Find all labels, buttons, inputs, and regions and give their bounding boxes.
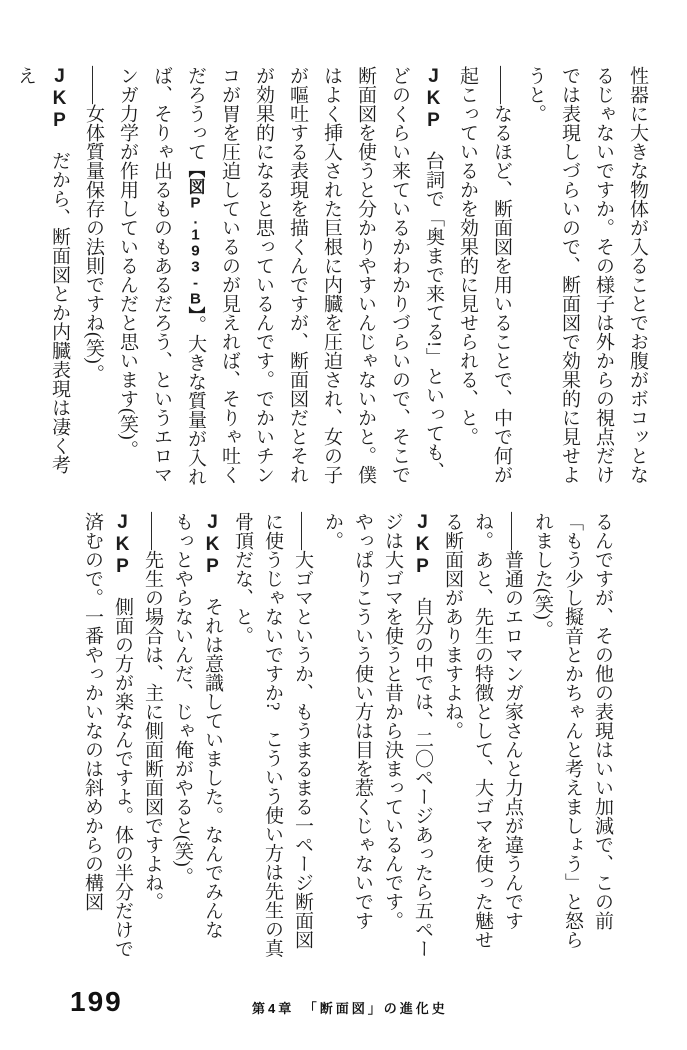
text-block-bottom [77,512,617,960]
text-segment: 。大きな質量が入れば、そりゃ出るものもあるだろう、というエロマンガ力学が作用しているんだと思います(笑)。 [117,66,206,486]
speaker-label: JKP [49,66,70,132]
paragraph [227,512,317,960]
text-segment: 自分の中では、二〇ページあったら五ページは大ゴマを使うと昔から決まっているんです。やっぱりこういう使い方は目を惹くじゃないですか。 [322,512,433,958]
text-segment: 側面の方が楽なんですよ。体の半分だけで済むので。一番やっかいなのは斜めからの構図 [82,512,133,958]
paragraph [518,66,654,488]
paragraph [137,512,167,960]
paragraph [527,512,617,960]
paragraph [317,512,437,960]
paragraph [450,66,518,488]
paragraph [110,66,450,488]
figure-reference: 【図 [186,161,205,195]
paragraph [8,66,76,488]
text-segment: るんですが、その他の表現はいい加減で、この前「もう少し擬音とかちゃんと考えましょう」と怒られました(笑)。 [532,512,613,949]
text-segment: それは意識していました。なんでみんなもっとやらないんだ、じゃ俺がやると(笑)。 [172,512,223,939]
speaker-label: JKP [202,512,223,578]
text-segment: ——先生の場合は、主に側面断面図ですよね。 [142,512,163,911]
text-segment: ——女体質量保存の法則ですね(笑)。 [83,66,104,383]
text-segment: だから、断面図とか内臓表現は凄く考え [15,66,70,474]
figure-reference: P.193-B [187,194,204,307]
paragraph [77,512,137,960]
text-segment: 性器に大きな物体が入ることでお腹がボコッとなるじゃないですか。その様子は外からの視点だけでは表現しづらいので、断面図で効果的に見せようと。 [525,66,648,484]
text-block-top [8,66,654,488]
page-number: 199 [70,986,123,1017]
text-segment: ——なるほど、断面図を用いることで、中で何が起こっているかを効果的に見せられる、と。 [457,66,512,484]
paragraph [167,512,227,960]
figure-reference: 】 [186,306,205,315]
speaker-label: JKP [412,512,433,578]
paragraph [76,66,110,488]
text-segment: 台詞で「奥まで来てる!」といっても、どのくらい来ているかわかりづらいので、そこで断面図を使うと分かりやすいんじゃないかと。僕はよく挿入された巨根に内臓を圧迫され、女の子が嘔吐する表現を描くんですが、断面図だとそれが効果的になると思っているんです。でかいチンコが胃を圧迫しているのが見えれば、そりゃ吐くだろうって [185,66,444,484]
paragraph [437,512,527,960]
speaker-label: JKP [423,66,444,132]
text-segment: ——大ゴマというか、もうまるまる一ページ断面図に使うじゃないですか? こういう使い方は先生の真骨頂だな、と。 [232,512,313,958]
speaker-label: JKP [112,512,133,578]
text-segment: ——普通のエロマンガ家さんと力点が違うんですね。あと、先生の特徴として、大ゴマを使った魅せる断面図がありますよね。 [442,512,523,949]
chapter-footer: 第4章 「断面図」の進化史 [252,1001,448,1016]
